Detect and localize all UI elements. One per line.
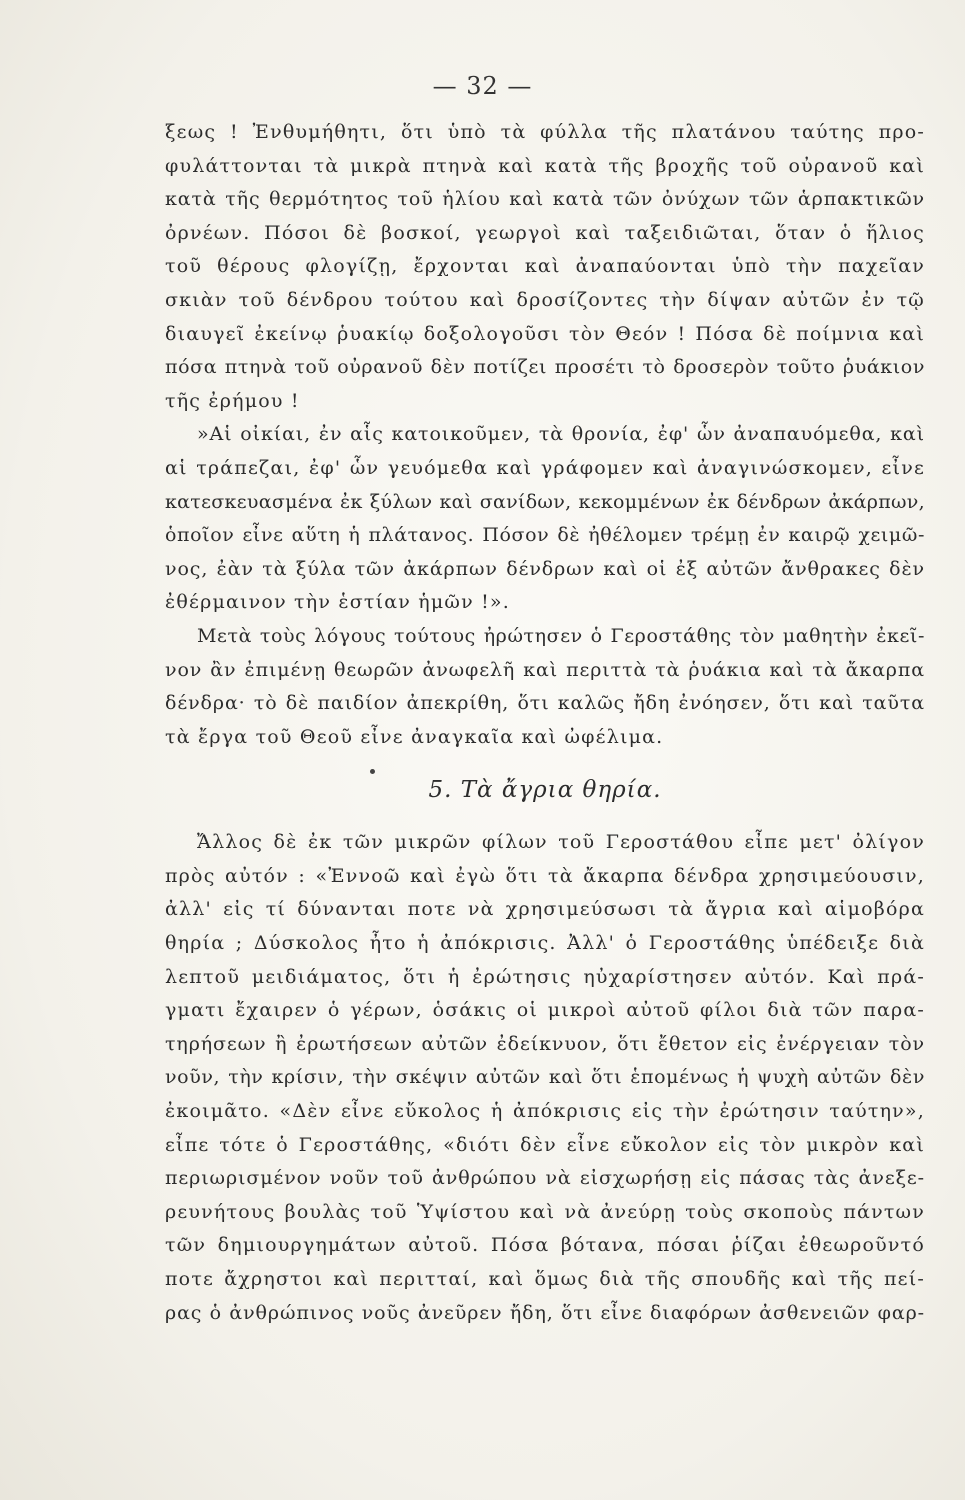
section-heading: 5. Τὰ ἄγρια θηρία. — [428, 777, 662, 804]
text-line: ἀλλ' εἰς τί δύνανται ποτε νὰ χρησιμεύσωσι τὰ ἄγρια καὶ αἱμοβόρα — [165, 898, 925, 921]
text-line: θηρία ; Δύσκολος ἦτο ἡ ἀπόκρισις. Ἀλλ' ὁ Γεροστάθης ὑπέδειξε διὰ — [165, 932, 925, 955]
text-line: ρευνήτους βουλὰς τοῦ Ὑψίστου καὶ νὰ ἀνεύρῃ τοὺς σκοποὺς πάντων — [165, 1200, 925, 1223]
text-line: Ἄλλος δὲ ἐκ τῶν μικρῶν φίλων τοῦ Γεροστάθου εἶπε μετ' ὀλίγον — [197, 831, 925, 854]
page-text — [165, 116, 925, 1330]
text-line: περιωρισμένον νοῦν τοῦ ἀνθρώπου νὰ εἰσχωρήσῃ εἰς πάσας τὰς ἀνεξε- — [165, 1167, 925, 1190]
text-line: ἐκοιμᾶτο. «Δὲν εἶνε εὔκολος ἡ ἀπόκρισις εἰς τὴν ἐρώτησιν ταύτην», — [165, 1100, 925, 1123]
text-line: ὁποῖον εἶνε αὕτη ἡ πλάτανος. Πόσον δὲ ἠθέλομεν τρέμῃ ἐν καιρῷ χειμῶ- — [165, 524, 925, 547]
text-line: νοῦν, τὴν κρίσιν, τὴν σκέψιν αὐτῶν καὶ ὅτι ἑπομένως ἡ ψυχὴ αὐτῶν δὲν — [165, 1066, 925, 1089]
text-line: ρας ὁ ἀνθρώπινος νοῦς ἀνεῦρεν ἤδη, ὅτι εἶνε διαφόρων ἀσθενειῶν φαρ- — [165, 1301, 925, 1324]
text-line: τοῦ θέρους φλογίζῃ, ἔρχονται καὶ ἀναπαύονται ὑπὸ τὴν παχεῖαν — [165, 255, 925, 278]
page-number: — 32 — — [432, 72, 533, 100]
text-line: τῆς ἐρήμου ! — [165, 389, 300, 412]
text-line: Μετὰ τοὺς λόγους τούτους ἠρώτησεν ὁ Γεροστάθης τὸν μαθητὴν ἐκεῖ- — [197, 624, 925, 647]
text-line: κατὰ τῆς θερμότητος τοῦ ἡλίου καὶ κατὰ τῶν ὀνύχων τῶν ἁρπακτικῶν — [165, 188, 925, 211]
text-line: ποτε ἄχρηστοι καὶ περιτταί, καὶ ὅμως διὰ τῆς σπουδῆς καὶ τῆς πεί- — [165, 1268, 925, 1290]
text-line: δένδρα· τὸ δὲ παιδίον ἀπεκρίθη, ὅτι καλῶς ἤδη ἐνόησεν, ὅτι καὶ ταῦτα — [165, 692, 925, 715]
text-line: λεπτοῦ μειδιάματος, ὅτι ἡ ἐρώτησις ηὐχαρίστησεν αὐτόν. Καὶ πρά- — [165, 965, 925, 988]
paragraph — [165, 826, 925, 1330]
text-line: εἶπε τότε ὁ Γεροστάθης, «διότι δὲν εἶνε εὔκολον εἰς τὸν μικρὸν καὶ — [165, 1133, 925, 1156]
paragraph — [165, 418, 925, 620]
text-line: πόσα πτηνὰ τοῦ οὐρανοῦ δὲν ποτίζει προσέτι τὸ δροσερὸν τοῦτο ῥυάκιον — [165, 356, 925, 379]
text-line: τὰ ἔργα τοῦ Θεοῦ εἶνε ἀναγκαῖα καὶ ὠφέλιμα. — [165, 725, 664, 748]
text-line: διαυγεῖ ἐκείνῳ ῥυακίῳ δοξολογοῦσι τὸν Θεόν ! Πόσα δὲ ποίμνια καὶ — [165, 322, 925, 345]
text-line: γματι ἔχαιρεν ὁ γέρων, ὁσάκις οἱ μικροὶ αὐτοῦ φίλοι διὰ τῶν παρα- — [165, 999, 925, 1022]
paragraph — [165, 116, 925, 418]
text-line: φυλάττονται τὰ μικρὰ πτηνὰ καὶ κατὰ τῆς βροχῆς τοῦ οὐρανοῦ καὶ — [165, 154, 925, 177]
paragraph — [165, 620, 925, 754]
text-line: πρὸς αὐτόν : «Ἐννοῶ καὶ ἐγὼ ὅτι τὰ ἄκαρπα δένδρα χρησιμεύουσιν, — [165, 864, 925, 887]
text-line: ξεως ! Ἐνθυμήθητι, ὅτι ὑπὸ τὰ φύλλα τῆς πλατάνου ταύτης προ- — [165, 121, 925, 143]
text-line: τηρήσεων ἢ ἐρωτήσεων αὐτῶν ἐδείκνυον, ὅτι ἔθετον εἰς ἐνέργειαν τὸν — [165, 1032, 925, 1055]
text-line: ἐθέρμαινον τὴν ἑστίαν ἡμῶν !». — [165, 591, 511, 614]
text-line: κατεσκευασμένα ἐκ ξύλων καὶ σανίδων, κεκομμένων ἐκ δένδρων ἀκάρπων, — [165, 490, 925, 513]
text-line: αἱ τράπεζαι, ἐφ' ὧν γευόμεθα καὶ γράφομεν καὶ ἀναγινώσκομεν, εἶνε — [165, 456, 925, 479]
text-line: νον ἂν ἐπιμένῃ θεωρῶν ἀνωφελῆ καὶ περιττὰ τὰ ῥυάκια καὶ τὰ ἄκαρπα — [165, 658, 925, 681]
text-line: »Αἱ οἰκίαι, ἐν αἷς κατοικοῦμεν, τὰ θρονία, ἐφ' ὧν ἀναπαυόμεθα, καὶ — [197, 423, 925, 446]
text-line: σκιὰν τοῦ δένδρου τούτου καὶ δροσίζοντες τὴν δίψαν αὐτῶν ἐν τῷ — [165, 288, 925, 311]
text-line: νος, ἐὰν τὰ ξύλα τῶν ἀκάρπων δένδρων καὶ οἱ ἐξ αὐτῶν ἄνθρακες δὲν — [165, 557, 925, 580]
text-line: ὀρνέων. Πόσοι δὲ βοσκοί, γεωργοὶ καὶ ταξειδιῶται, ὅταν ὁ ἥλιος — [165, 221, 925, 244]
text-line: τῶν δημιουργημάτων αὐτοῦ. Πόσα βότανα, πόσαι ῥίζαι ἐθεωροῦντό — [165, 1234, 925, 1257]
